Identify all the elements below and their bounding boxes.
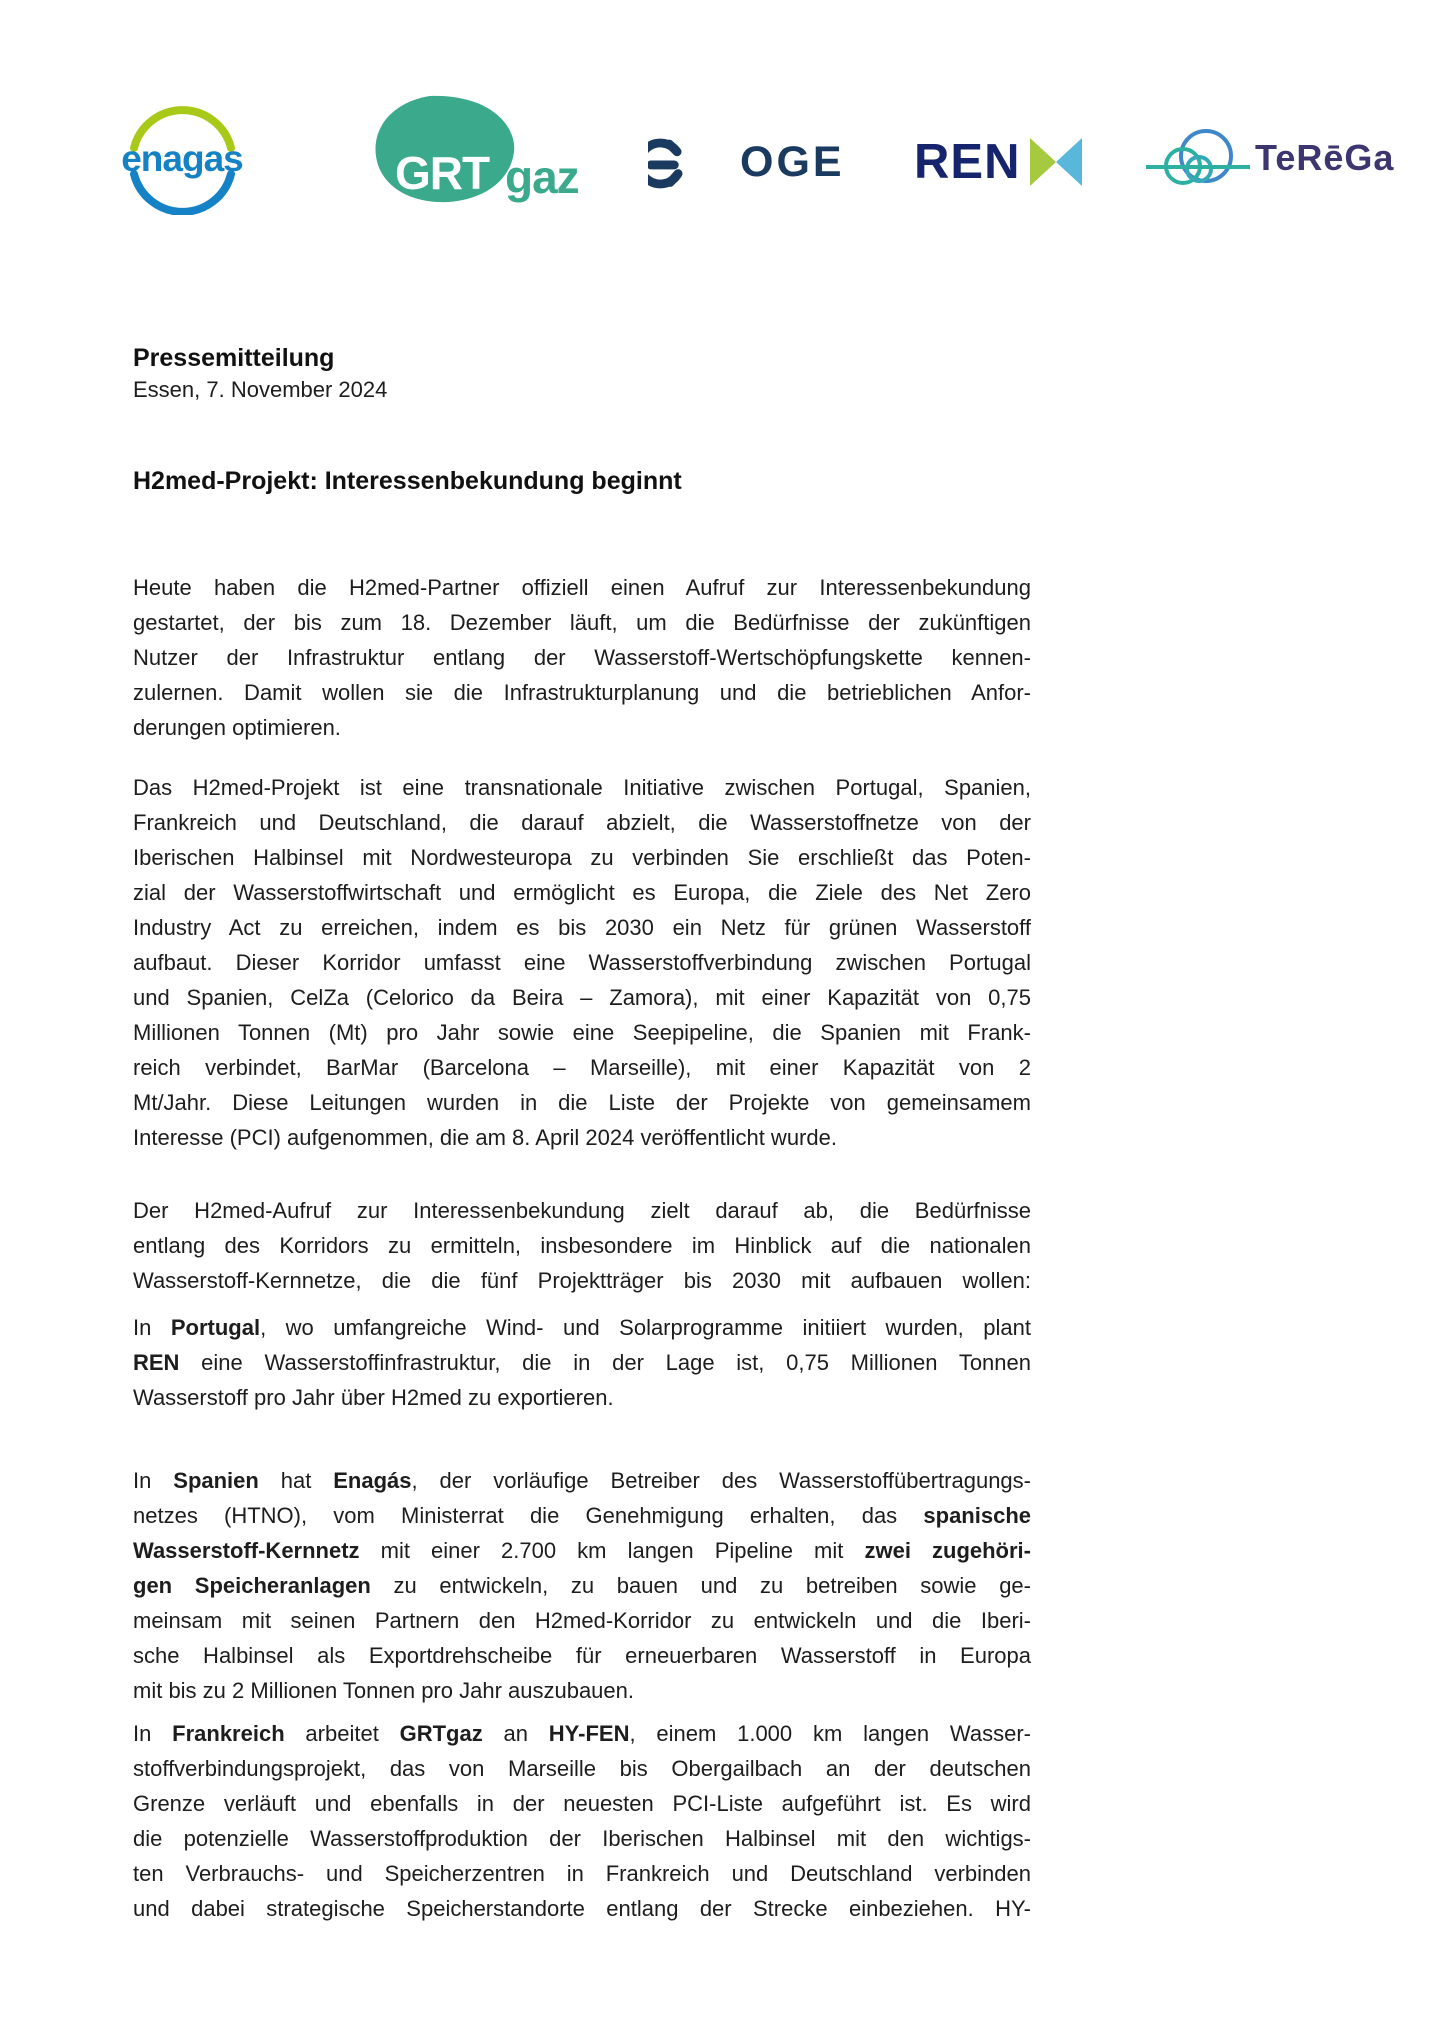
terega-globe-icon — [1146, 122, 1250, 194]
dateline: Essen, 7. November 2024 — [133, 377, 388, 402]
terega-wordmark: TeRēGa — [1255, 137, 1395, 178]
enagas-wordmark: enagas — [121, 138, 243, 179]
grtgaz-wordmark-grt: GRT — [395, 147, 490, 199]
grtgaz-wordmark-gaz: gaz — [505, 151, 579, 203]
ren-bowtie-icon — [1030, 138, 1082, 186]
enagas-logo — [106, 98, 258, 215]
paragraph: In Frankreich arbeitet GRTgaz an HY-FEN, einem 1.000 km langen Wasser- stoffverbindungsprojekt, das von Marseille bis Obergailbach an der deutschen Grenze verläuft und ebenfalls in der neuesten PCI-Liste aufgeführt ist. Es wird die potenzielle Wasserstoffproduktion der Iberischen Halbinsel mit den wichtigs- ten Verbrauchs- und Speicherzentren in Frankreich und Deutschland verbinden und dabei strategische Speicherstandorte entlang der Strecke einbeziehen. HY- — [133, 1721, 1031, 1921]
ren-wordmark: REN — [914, 135, 1021, 189]
ren-logo — [914, 136, 1082, 188]
paragraph: Das H2med-Projekt ist eine transnationale Initiative zwischen Portugal, Spanien, Frankreich und Deutschland, die darauf abzielt, die Wasserstoffnetze von der Iberischen Halbinsel mit Nordwesteuropa zu verbinden Sie erschließt das Poten- zial der Wasserstoffwirtschaft und ermöglicht es Europa, die Ziele des Net Zero Industry Act zu erreichen, indem es bis 2030 ein Netz für grünen Wasserstoff aufbaut. Dieser Korridor umfasst eine Wasserstoffverbindung zwischen Portugal und Spanien, CelZa (Celorico da Beira – Zamora), mit einer Kapazität von 0,75 Millionen Tonnen (Mt) pro Jahr sowie eine Seepipeline, die Spanien mit Frank- reich verbindet, BarMar (Barcelona – Marseille), mit einer Kapazität von 2 Mt/Jahr. Diese Leitungen wurden in die Liste der Projekte von gemeinsamem Interesse (PCI) aufgenommen, die am 8. April 2024 veröffentlicht wurde. — [133, 775, 1031, 1150]
doc-type-label: Pressemitteilung — [133, 344, 335, 372]
terega-logo — [1146, 122, 1394, 194]
document-content — [133, 343, 1031, 1926]
paragraph: Der H2med-Aufruf zur Interessenbekundung zielt darauf ab, die Bedürfnisse entlang des Korridors zu ermitteln, insbesondere im Hinblick auf die nationalen Wasserstoff-Kernnetze, die die fünf Projektträger bis 2030 mit aufbauen wollen: — [133, 1198, 1031, 1293]
grtgaz-logo — [368, 94, 600, 214]
article-body — [133, 570, 1031, 1926]
page-title: H2med-Projekt: Interessenbekundung beginnt — [133, 467, 682, 495]
ren-triangle-green — [1030, 138, 1056, 186]
oge-logo — [648, 130, 845, 194]
paragraph: Heute haben die H2med-Partner offiziell einen Aufruf zur Interessenbekundung gestartet, der bis zum 18. Dezember läuft, um die Bedürfnisse der zukünftigen Nutzer der Infrastruktur entlang der Wasserstoff-Wertschöpfungskette kennen- zulernen. Damit wollen sie die Infrastrukturplanung und die betrieblichen Anfor- derungen optimieren. — [133, 575, 1031, 740]
paragraph: In Spanien hat Enagás, der vorläufige Betreiber des Wasserstoffübertragungs- netzes (HTNO), vom Ministerrat die Genehmigung erhalten, das spanische Wasserstoff-Kernnetz mit einer 2.700 km langen Pipeline mit zwei zugehöri- gen Speicheranlagen zu entwickeln, zu bauen und zu betreiben sowie ge- meinsam mit seinen Partnern den H2med-Korridor zu entwickeln und die Iberi- sche Halbinsel als Exportdrehscheibe für erneuerbaren Wasserstoff in Europa mit bis zu 2 Millionen Tonnen pro Jahr auszubauen. — [133, 1468, 1031, 1703]
oge-wordmark: OGE — [740, 138, 845, 186]
ren-triangle-blue — [1056, 138, 1082, 186]
paragraph: In Portugal, wo umfangreiche Wind- und Solarprogramme initiiert wurden, plant REN eine Wasserstoffinfrastruktur, die in der Lage ist, 0,75 Millionen Tonnen Wasserstoff pro Jahr über H2med zu exportieren. — [133, 1315, 1031, 1410]
oge-circular-arrow-icon — [648, 130, 726, 194]
